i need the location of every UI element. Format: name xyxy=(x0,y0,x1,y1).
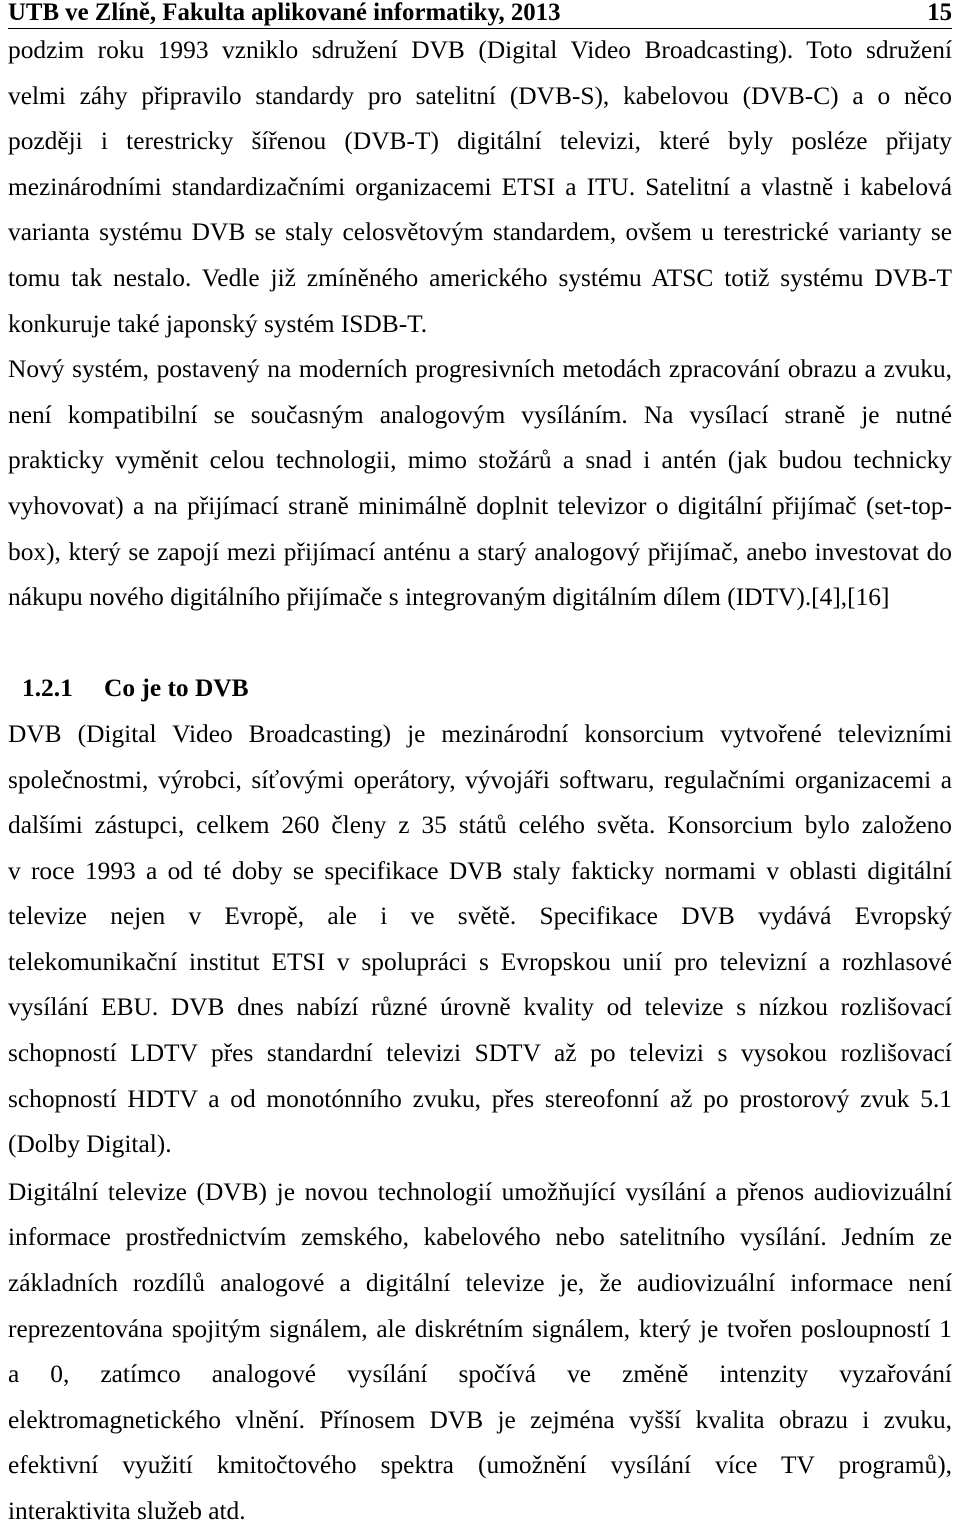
paragraph xyxy=(8,1170,952,1525)
paragraph-line: konkuruje také japonský systém ISDB-T. xyxy=(8,309,428,338)
paragraph-line: reprezentována spojitým signálem, ale diskrétním signálem, který je tvořen posloupností 1 xyxy=(8,1314,952,1343)
header-title: UTB ve Zlíně, Fakulta aplikované informatiky, 2013 xyxy=(8,0,561,26)
paragraph-line: televize nejen v Evropě, ale i ve světě. Specifikace DVB vydává Evropský xyxy=(8,902,952,931)
section-number: 1.2.1 xyxy=(22,674,73,703)
paragraph-line: schopností LDTV přes standardní televizi SDTV až po televizi s vysokou rozlišovací xyxy=(8,1039,952,1068)
paragraph-line: mezinárodními standardizačními organizacemi ETSI a ITU. Satelitní a vlastně i kabelová xyxy=(8,172,952,201)
body-text xyxy=(8,28,952,1525)
paragraph-line: schopností HDTV a od monotónního zvuku, přes stereofonní až po prostorový zvuk 5.1 xyxy=(8,1084,952,1113)
paragraph-line: vysílání EBU. DVB dnes nabízí různé úrovně kvality od televize s nízkou rozlišovací xyxy=(8,993,952,1022)
paragraph-line: varianta systému DVB se staly celosvětovým standardem, ovšem u terestrické varianty se xyxy=(8,218,952,247)
paragraph xyxy=(8,712,952,1168)
paragraph-line: vyhovovat) a na přijímací straně minimálně doplnit televizor o digitální přijímač (set-top- xyxy=(8,491,952,520)
paragraph-line: nákupu nového digitálního přijímače s integrovaným digitálním dílem (IDTV).[4],[16] xyxy=(8,583,890,612)
paragraph-line: a 0, zatímco analogové vysílání spočívá ve změně intenzity vyzařování xyxy=(8,1360,952,1389)
paragraph-line: Digitální televize (DVB) je novou technologií umožňující vysílání a přenos audiovizuální xyxy=(8,1177,952,1206)
paragraph xyxy=(8,28,952,347)
paragraph-line: (Dolby Digital). xyxy=(8,1130,172,1159)
paragraph-line: DVB (Digital Video Broadcasting) je mezinárodní konsorcium vytvořené televizními xyxy=(8,719,952,748)
paragraph-line: prakticky vyměnit celou technologii, mimo stožárů a snad i antén (jak budou technicky xyxy=(8,446,952,475)
paragraph-line: základních rozdílů analogové a digitální televize je, že audiovizuální informace není xyxy=(8,1269,952,1298)
paragraph-line: elektromagnetického vlnění. Přínosem DVB je zejména vyšší kvalita obrazu i zvuku, xyxy=(8,1405,952,1434)
running-header xyxy=(8,0,952,26)
paragraph-line: box), který se zapojí mezi přijímací anténu a starý analogový přijímač, anebo investovat do xyxy=(8,537,952,566)
paragraph-line: společnostmi, výrobci, síťovými operátory, vývojáři softwaru, regulačními organizacemi a xyxy=(8,765,952,794)
paragraph-line: není kompatibilní se současným analogovým vysíláním. Na vysílací straně je nutné xyxy=(8,400,952,429)
paragraph-line: telekomunikační institut ETSI v spolupráci s Evropskou unií pro televizní a rozhlasové xyxy=(8,947,952,976)
section-title: Co je to DVB xyxy=(104,674,249,703)
page-number: 15 xyxy=(927,0,952,26)
paragraph-line: dalšími zástupci, celkem 260 členy z 35 států celého světa. Konsorcium bylo založeno xyxy=(8,811,952,840)
paragraph-line: interaktivita služeb atd. xyxy=(8,1497,246,1525)
paragraph-line: podzim roku 1993 vzniklo sdružení DVB (Digital Video Broadcasting). Toto sdružení xyxy=(8,36,952,64)
paragraph xyxy=(8,347,952,621)
section-heading xyxy=(8,666,952,712)
paragraph-line: velmi záhy připravilo standardy pro satelitní (DVB-S), kabelovou (DVB-C) a o něco xyxy=(8,81,952,110)
paragraph-line: v roce 1993 a od té doby se specifikace DVB staly fakticky normami v oblasti digitální xyxy=(8,856,952,885)
paragraph-line: informace prostřednictvím zemského, kabelového nebo satelitního vysílání. Jedním ze xyxy=(8,1223,952,1252)
paragraph-line: tomu tak nestalo. Vedle již zmíněného amerického systému ATSC totiž systému DVB-T xyxy=(8,263,952,292)
paragraph-line: Nový systém, postavený na moderních progresivních metodách zpracování obrazu a zvuku, xyxy=(8,355,952,384)
paragraph-line: efektivní využití kmitočtového spektra (umožnění vysílání více TV programů), xyxy=(8,1451,952,1480)
paragraph-line: později i terestricky šířenou (DVB-T) digitální televizi, které byly posléze přijaty xyxy=(8,127,952,156)
